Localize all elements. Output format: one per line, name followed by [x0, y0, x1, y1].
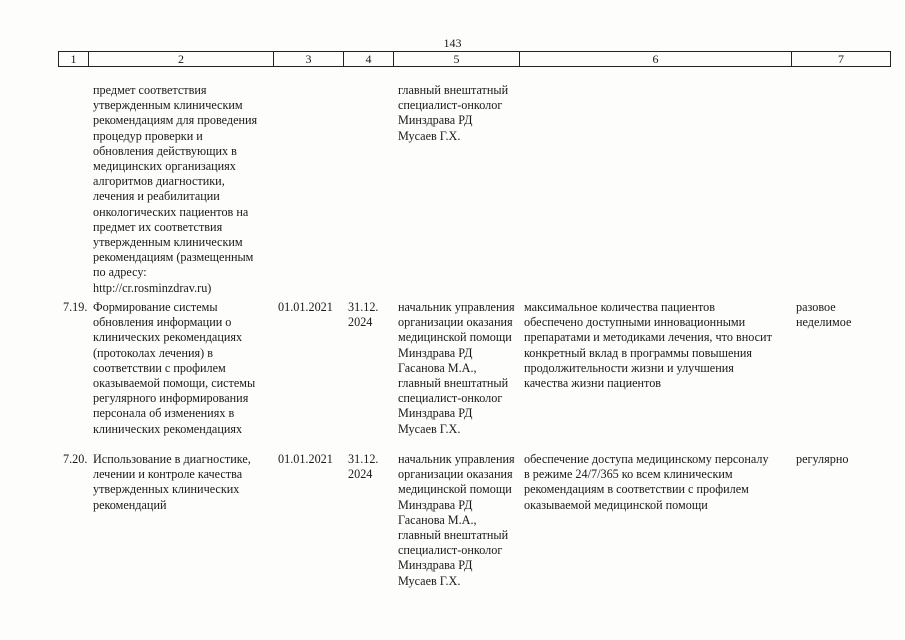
column-header-row	[58, 51, 891, 67]
text-line: специалист-онколог	[398, 391, 503, 406]
text-line: 31.12.	[348, 300, 379, 314]
row-description	[93, 452, 251, 513]
text-line: регулярного информирования	[93, 391, 249, 406]
text-line: 2024	[348, 315, 373, 330]
text-line: препаратами и методиками лечения, что вносит	[524, 330, 772, 345]
row-result	[524, 300, 772, 391]
column-number: 4	[344, 52, 394, 67]
text-line: Мусаев Г.Х.	[398, 128, 461, 143]
text-line: медицинской помощи	[398, 330, 512, 345]
text-line: алгоритмов диагностики,	[93, 174, 225, 189]
text-line: лечения и реабилитации	[93, 189, 220, 204]
row-responsible	[398, 83, 508, 144]
row-start-date	[278, 452, 333, 467]
text-line: Мусаев Г.Х.	[398, 573, 461, 588]
text-line: медицинских организациях	[93, 159, 236, 174]
text-line: неделимое	[796, 315, 852, 330]
text-line: лечении и контроле качества	[93, 467, 243, 482]
text-line: (протоколах лечения) в	[93, 345, 213, 360]
text-line: по адресу:	[93, 265, 147, 280]
text-line: рекомендаций	[93, 497, 167, 512]
text-line: продолжительности жизни и улучшения	[524, 360, 734, 375]
text-line: предмет соответствия	[93, 83, 207, 97]
text-line: рекомендациям в соответствии с профилем	[524, 482, 749, 497]
text-line: главный внештатный	[398, 83, 509, 97]
column-number: 6	[520, 52, 792, 67]
text-line: качества жизни пациентов	[524, 376, 662, 391]
column-number: 3	[274, 52, 344, 67]
row-start-date	[278, 300, 333, 315]
row-type	[796, 300, 851, 330]
text-line: клинических рекомендациях	[93, 421, 243, 436]
text-line: специалист-онколог	[398, 543, 503, 558]
column-number: 7	[792, 52, 891, 67]
row-responsible	[398, 300, 515, 437]
text-line: Формирование системы	[93, 300, 218, 314]
row-number	[63, 300, 87, 315]
text-line: начальник управления	[398, 452, 515, 466]
row-number	[63, 452, 87, 467]
row-end-date	[348, 452, 378, 482]
text-line: медицинской помощи	[398, 482, 512, 497]
row-type	[796, 452, 848, 467]
column-number: 2	[89, 52, 274, 67]
text-line: Минздрава РД	[398, 406, 473, 421]
page-number: 143	[443, 36, 462, 50]
text-line: максимальное количества пациентов	[524, 300, 715, 314]
text-line: соответствии с профилем	[93, 360, 226, 375]
text-line: главный внештатный	[398, 376, 509, 391]
text-line: начальник управления	[398, 300, 515, 314]
text-line: специалист-онколог	[398, 98, 503, 113]
text-line: Гасанова М.А.,	[398, 512, 477, 527]
text-line: конкретный вклад в программы повышения	[524, 345, 753, 360]
column-number: 1	[59, 52, 89, 67]
text-line: обеспечено доступными инновационными	[524, 315, 746, 330]
text-line: Гасанова М.А.,	[398, 360, 477, 375]
text-line: регулярно	[796, 452, 849, 466]
text-line: Минздрава РД	[398, 497, 473, 512]
text-line: клинических рекомендациях	[93, 330, 243, 345]
text-line: утвержденным клиническим	[93, 235, 243, 250]
row-description	[93, 300, 255, 437]
text-line: предмет их соответствия	[93, 219, 223, 234]
text-line: рекомендациям для проведения	[93, 113, 258, 128]
text-line: 01.01.2021	[278, 452, 333, 466]
text-line: http://cr.rosminzdrav.ru)	[93, 280, 212, 295]
text-line: Минздрава РД	[398, 345, 473, 360]
text-line: разовое	[796, 300, 836, 314]
text-line: 31.12.	[348, 452, 379, 466]
row-end-date	[348, 300, 378, 330]
text-line: 7.20.	[63, 452, 88, 466]
text-line: главный внештатный	[398, 528, 509, 543]
text-line: онкологических пациентов на	[93, 204, 249, 219]
text-line: рекомендациям (размещенным	[93, 250, 254, 265]
text-line: Мусаев Г.Х.	[398, 421, 461, 436]
row-result	[524, 452, 769, 513]
text-line: утвержденных клинических	[93, 482, 240, 497]
column-number: 5	[394, 52, 520, 67]
text-line: в режиме 24/7/365 ко всем клиническим	[524, 467, 733, 482]
text-line: Минздрава РД	[398, 113, 473, 128]
row-description	[93, 83, 257, 296]
text-line: процедур проверки и	[93, 128, 203, 143]
text-line: 01.01.2021	[278, 300, 333, 314]
text-line: 2024	[348, 467, 373, 482]
text-line: обновления действующих в	[93, 143, 237, 158]
text-line: 7.19.	[63, 300, 88, 314]
text-line: Минздрава РД	[398, 558, 473, 573]
text-line: организации оказания	[398, 315, 513, 330]
text-line: обновления информации о	[93, 315, 232, 330]
text-line: оказываемой медицинской помощи	[524, 497, 708, 512]
text-line: персонала об изменениях в	[93, 406, 235, 421]
row-responsible	[398, 452, 515, 589]
text-line: организации оказания	[398, 467, 513, 482]
text-line: Использование в диагностике,	[93, 452, 251, 466]
text-line: утвержденным клиническим	[93, 98, 243, 113]
text-line: оказываемой помощи, системы	[93, 376, 256, 391]
text-line: обеспечение доступа медицинскому персоналу	[524, 452, 769, 466]
